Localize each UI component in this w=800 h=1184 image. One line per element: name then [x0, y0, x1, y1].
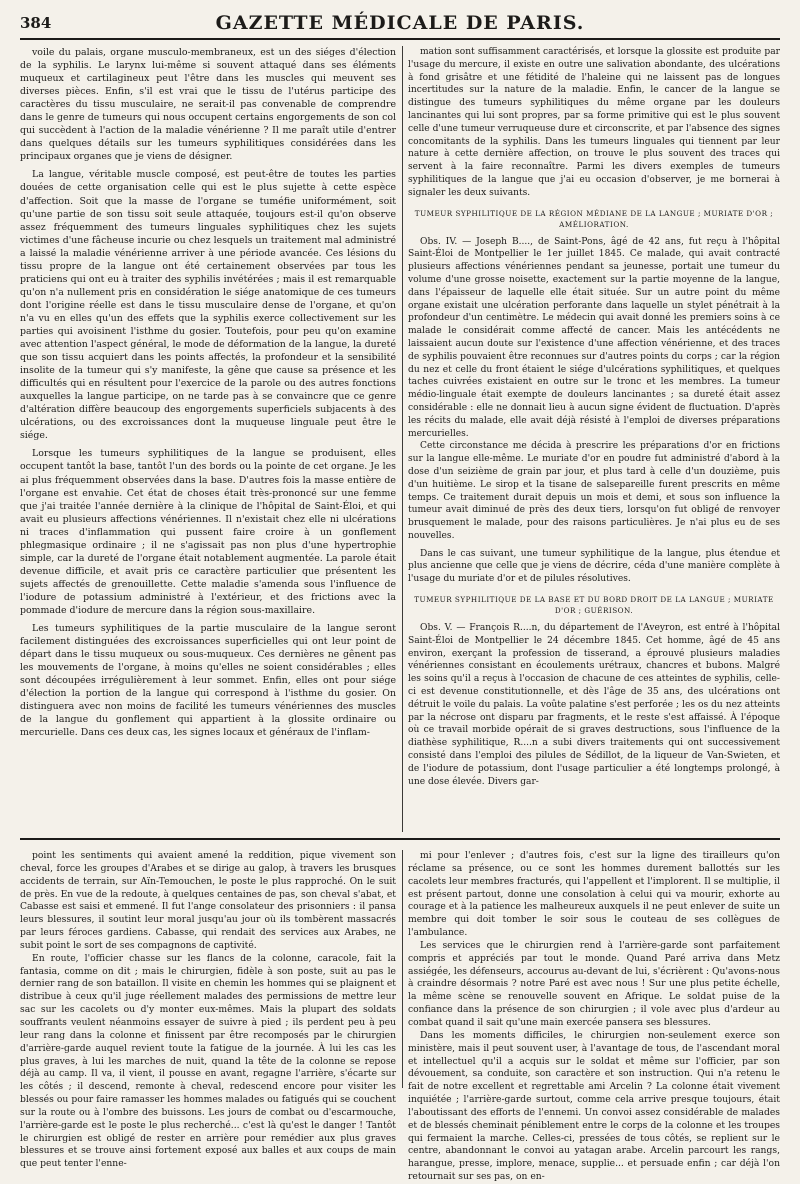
- column-top-left: [20, 46, 396, 832]
- paragraph: Cette circonstance me décida à prescrire les préparations d'or en frictions sur la langue elle-même. Le muriate d'or en poudre fut administré d'abord à la dose d'un seizième de grain par jour, et plus tard à celle d'un douzième, puis d'un huitième. Le sirop et la tisane de salsepareille furent prescrits en même temps. Ce traitement durait depuis un mois et demi, et sous son influence la tumeur avait diminué de près des deux tiers, lorsqu'on fut obligé de renvoyer brusquement le malade, pour des raisons particulières. Je n'ai plus eu de ses nouvelles.: [408, 441, 780, 541]
- column-bottom-right: [408, 850, 780, 1183]
- paragraph: Les tumeurs syphilitiques de la partie musculaire de la langue seront facilement distinguées des excroissances superficielles qui ont leur point de départ dans le tissu muqueux ou sous-muqueux. Ces dernières ne gênent pas les mouvements de l'organe, à moins qu'elles ne soient considérables ; elles sont découpées irrégulièrement à leur sommet. Enfin, elles ont pour siége d'élection la portion de la langue qui correspond à l'isthme du gosier. On distinguera avec non moins de facilité les tumeurs vénériennes des muscles de la langue du gonflement qui appartient à la glossite ordinaire ou mercurielle. Dans ces deux cas, les signes locaux et généraux de l'inflam-: [20, 623, 396, 739]
- paragraph: Les services que le chirurgien rend à l'arrière-garde sont parfaitement compris et appréciés par tout le monde. Quand Paré arriva dans Metz assiégée, les défenseurs, accourus au-devant de lui, s'écrièrent : Qu'avons-nous à craindre désormais ? notre Paré est avec nous ! Sur une plus petite échelle, la même scène se renouvelle souvent en Afrique. Le soldat puise de la confiance dans la présence de son chirurgien ; il vole avec plus d'ardeur au combat quand il sait qu'une main exercée pansera ses blessures.: [408, 939, 780, 1028]
- paragraph: mation sont suffisamment caractérisés, et lorsque la glossite est produite par l'usage du mercure, il existe en outre une salivation abondante, des ulcérations à fond grisâtre et une fétidité de l'haleine qui ne laissent pas de longues incertitudes sur la nature de la maladie. Enfin, le cancer de la langue se distingue des tumeurs syphilitiques du même organe par les douleurs lancinantes qui lui sont propres, par sa forme primitive qui est le plus souvent celle d'une tumeur verruqueuse dure et circonscrite, et par l'absence des signes concomitants de la syphilis. Dans les tumeurs linguales qui tiennent par leur nature à cette dernière affection, on trouve le plus souvent des traces qui servent à la faire reconnaître. Parmi les divers exemples de tumeurs syphilitiques de la langue que j'ai eu occasion d'observer, je me bornerai à signaler les deux suivants.: [408, 47, 780, 198]
- case-title: TUMEUR SYPHILITIQUE DE LA RÉGION MÉDIANE DE LA LANGUE ; MURIATE D'OR ; AMÉLIORATION.: [414, 208, 774, 229]
- column-bottom-left: [20, 850, 396, 1170]
- paragraph: En route, l'officier chasse sur les flancs de la colonne, caracole, fait la fantasia, comme on dit ; mais le chirurgien, fidèle à son poste, suit au pas le dernier rang de son bataillon. Il visite en chemin les hommes qui se plaignent et distribue à ceux qu'il juge réellement malades des permissions de mettre leur sac sur les cacolets ou d'y monter eux-mêmes. Mais la plupart des soldats souffrants veulent néanmoins essayer de suivre à pied ; ils perdent peu à peu leur rang dans la colonne et finissent par être recomposés par le chirurgien d'arrière-garde auquel revient toute la fatigue de la journée. À lui les cas les plus graves, à lui les marches de nuit, quand la tête de la colonne se repose déjà au camp. Il va, il vient, il pousse en avant, regagne l'arrière, s'écarte sur les côtés ; il descend, remonte à cheval, redescend encore pour visiter les blessés ou pour faire ramasser les hommes malades ou fatigués qui se couchent sur la route ou à l'ombre des buissons. Les jours de combat ou d'escarmouche, l'arrière-garde est le poste le plus recherché... c'est là qu'est le danger ! Tantôt le chirurgien est obligé de rester en arrière pour remédier aux plus graves blessures et se trouve ainsi fortement exposé aux balles et aux coups de main que peut tenter l'enne-: [20, 952, 396, 1170]
- paragraph: Dans les moments difficiles, le chirurgien non-seulement exerce son ministère, mais il peut souvent user, à l'avantage de tous, de l'ascendant moral et intellectuel qu'il a acquis sur le soldat et même sur l'officier, par son dévouement, sa conduite, son caractère et son instruction. Qui n'a retenu le fait de notre excellent et regrettable ami Arcelin ? La colonne était vivement inquiétée ; l'arrière-garde surtout, comme cela arrive presque toujours, était l'aboutissant des efforts de l'ennemi. Un convoi assez considérable de malades et de blessés cheminait péniblement entre le corps de la colonne et les troupes qui fermaient la marche. Celles-ci, pressées de tous côtés, se replient sur le centre, abandonnant le convoi au yatagan arabe. Arcelin parcourt les rangs, harangue, presse, implore, menace, supplie... et persuade enfin ; car déjà l'on retournait sur ses pas, on en-: [408, 1029, 780, 1183]
- page-number: 384: [20, 14, 52, 32]
- paragraph: point les sentiments qui avaient amené la reddition, pique vivement son cheval, force les groupes d'Arabes et se dirige au galop, à travers les brusques accidents de terrain, sur Aïn-Temouchen, le poste le plus rapproché. On le suit de près. En vue de la redoute, à quelques centaines de pas, son cheval s'abat, et Cabasse est saisi et emmené. Il fut l'ange consolateur des prisonniers : il pansa leurs blessures, il soutint leur moral jusqu'au jour où ils tombèrent massacrés par leurs féroces gardiens. Cabasse, qui rendait des services aux Arabes, ne subit point le sort de ses compagnons de captivité.: [20, 850, 396, 951]
- paragraph: La langue, véritable muscle composé, est peut-être de toutes les parties douées de cette organisation celle qui est le plus sujette à cette espèce d'affection. Soit que la masse de l'organe se tuméfie uniformément, soit qu'une partie de son tissu soit seule attaquée, toujours est-il qu'on observe assez fréquemment des tumeurs linguales syphilitiques chez les sujets victimes d'une fâcheuse incurie ou chez lesquels un traitement mal administré a laissé la maladie vénérienne arriver à une période avancée. Ces lésions du tissu propre de la langue ont été certainement observées par tous les praticiens qui ont eu à traiter des syphilis invétérées ; mais il est remarquable qu'on n'a nullement pris en considération le siége anatomique de ces tumeurs dont l'origine réelle est dans le tissu musculaire dense de l'organe, et qu'on n'a vu en elles qu'un des effets que la syphilis exerce collectivement sur les parties qui avoisinent l'isthme du gosier. Toutefois, pour peu qu'on examine avec attention l'aspect général, le mode de déformation de la langue, la dureté que son tissu acquiert dans les points affectés, la profondeur et la sensibilité insolite de la tumeur qui s'y manifeste, la gêne que cause sa présence et les difficultés qui en résultent pour l'exercice de la parole ou des autres fonctions auxquelles la langue participe, on ne tarde pas à se convaincre que ce genre d'altération diffère beaucoup des engorgements superficiels subjacents à des ulcérations, ou des excroissances dont la muqueuse linguale peut être le siége.: [20, 169, 396, 442]
- paragraph: Obs. V. — François R....n, du département de l'Aveyron, est entré à l'hôpital Saint-Éloi de Montpellier le 24 décembre 1845. Cet homme, âgé de 45 ans environ, exerçant la profession de tisserand, a éprouvé plusieurs maladies vénériennes consistant en écoulements urétraux, chancres et bubons. Malgré les soins qu'il a reçus à l'occasion de chacune de ces atteintes de syphilis, celle-ci est devenue constitutionnelle, et dès l'âge de 35 ans, des ulcérations ont détruit le voile du palais. La voûte palatine s'est perforée ; les os du nez atteints par la nécrose ont disparu par fragments, et le reste s'est affaissé. À l'époque où ce travail morbide opérait de si graves destructions, sous l'influence de la diathèse syphilitique, R....n a subi divers traitements qui ont successivement consisté dans l'emploi des pilules de Sédillot, de la liqueur de Van-Swieten, et de l'iodure de potassium, dont l'usage particulier a été longtemps prolongé, à une dose élevée. Divers gar-: [408, 623, 780, 787]
- column-top-right: [408, 46, 780, 832]
- paragraph: mi pour l'enlever ; d'autres fois, c'est sur la ligne des tirailleurs qu'on réclame sa présence, ou ce sont les hommes durement ballottés sur les cacolets leur membres fracturés, qui l'appellent et l'implorent. Il se multiplie, il est présent partout, donne une consolation à celui qui va mourir, exhorte au courage et à la patience les malheureux auxquels il ne peut enlever de suite un membre qui doit tomber le soir sous le couteau de ses collègues de l'ambulance.: [408, 850, 780, 939]
- paragraph: Lorsque les tumeurs syphilitiques de la langue se produisent, elles occupent tantôt la base, tantôt l'un des bords ou la pointe de cet organe. Je les ai plus fréquemment observées dans la base. D'autres fois la masse entière de l'organe est envahie. Cet état de choses était très-prononcé sur une femme que j'ai traitée l'année dernière à la clinique de l'hôpital de Saint-Éloi, et qui avait eu plusieurs affections vénériennes. Il n'existait chez elle ni ulcérations ni traces d'inflammation qui pussent faire croire à un gonflement phlegmasique ordinaire ; il ne s'agissait pas non plus d'une hypertrophie simple, car la dureté de l'organe était notablement augmentée. La parole était devenue difficile, et avait pris ce caractère particulier que présentent les sujets affectés de grenouillette. Cette maladie s'amenda sous l'influence de l'iodure de potassium administré à l'extérieur, et des frictions avec la pommade d'iodure de mercure dans la région sous-maxillaire.: [20, 448, 396, 616]
- case-title: TUMEUR SYPHILITIQUE DE LA BASE ET DU BORD DROIT DE LA LANGUE ; MURIATE D'OR ; GUÉRISON.: [414, 595, 774, 616]
- section-divider: [20, 838, 780, 840]
- paragraph: voile du palais, organe musculo-membraneux, est un des siéges d'élection de la syphilis. Le larynx lui-même si souvent attaqué dans ses éléments muqueux et cartilagineux peut l'être dans les muscles qui meuvent ses diverses pièces. Enfin, s'il est vrai que le tissu de l'utérus participe des caractères du tissu musculaire, ne serait-il pas convenable de comprendre dans le genre de tumeurs qui nous occupent certains engorgements de son col qui succèdent à l'action de la maladie vénérienne ? Il me paraît utile d'entrer dans quelques détails sur les tumeurs syphilitiques considérées dans les principaux organes que je viens de désigner.: [20, 47, 396, 163]
- paragraph: Obs. IV. — Joseph B...., de Saint-Pons, âgé de 42 ans, fut reçu à l'hôpital Saint-Éloi de Montpellier le 1er juillet 1845. Ce malade, qui avait contracté plusieurs affections vénériennes pendant sa jeunesse, portait une tumeur du volume d'une grosse noisette, exactement sur la partie moyenne de la langue, dans l'épaisseur de laquelle elle était située. Sur un autre point du même organe existait une ulcération perforante dans laquelle un stylet pénétrait à la profondeur d'un centimètre. Le médecin qui avait donné les premiers soins à ce malade le considérait comme affecté de cancer. Mais les antécédents ne laissaient aucun doute sur l'existence d'une affection vénérienne, et des traces de syphilis pouvaient être reconnues sur d'autres points du corps ; car la région du nez et celle du front étaient le siége d'ulcérations syphilitiques, et quelques taches cuivrées existaient en outre sur le tronc et les membres. La tumeur médio-linguale était exempte de douleurs lancinantes ; sa dureté était assez considérable : elle ne donnait lieu à aucun signe évident de fluctuation. D'après les récits du malade, elle avait déjà résisté à l'emploi de diverses préparations mercurielles.: [408, 236, 780, 439]
- paragraph: Dans le cas suivant, une tumeur syphilitique de la langue, plus étendue et plus ancienne que celle que je viens de décrire, céda d'une manière complète à l'usage du muriate d'or et de pilules résolutives.: [408, 548, 780, 585]
- column-divider: [402, 850, 403, 1088]
- page-header: [20, 8, 780, 40]
- column-divider: [402, 46, 403, 832]
- running-title: GAZETTE MÉDICALE DE PARIS.: [215, 12, 585, 34]
